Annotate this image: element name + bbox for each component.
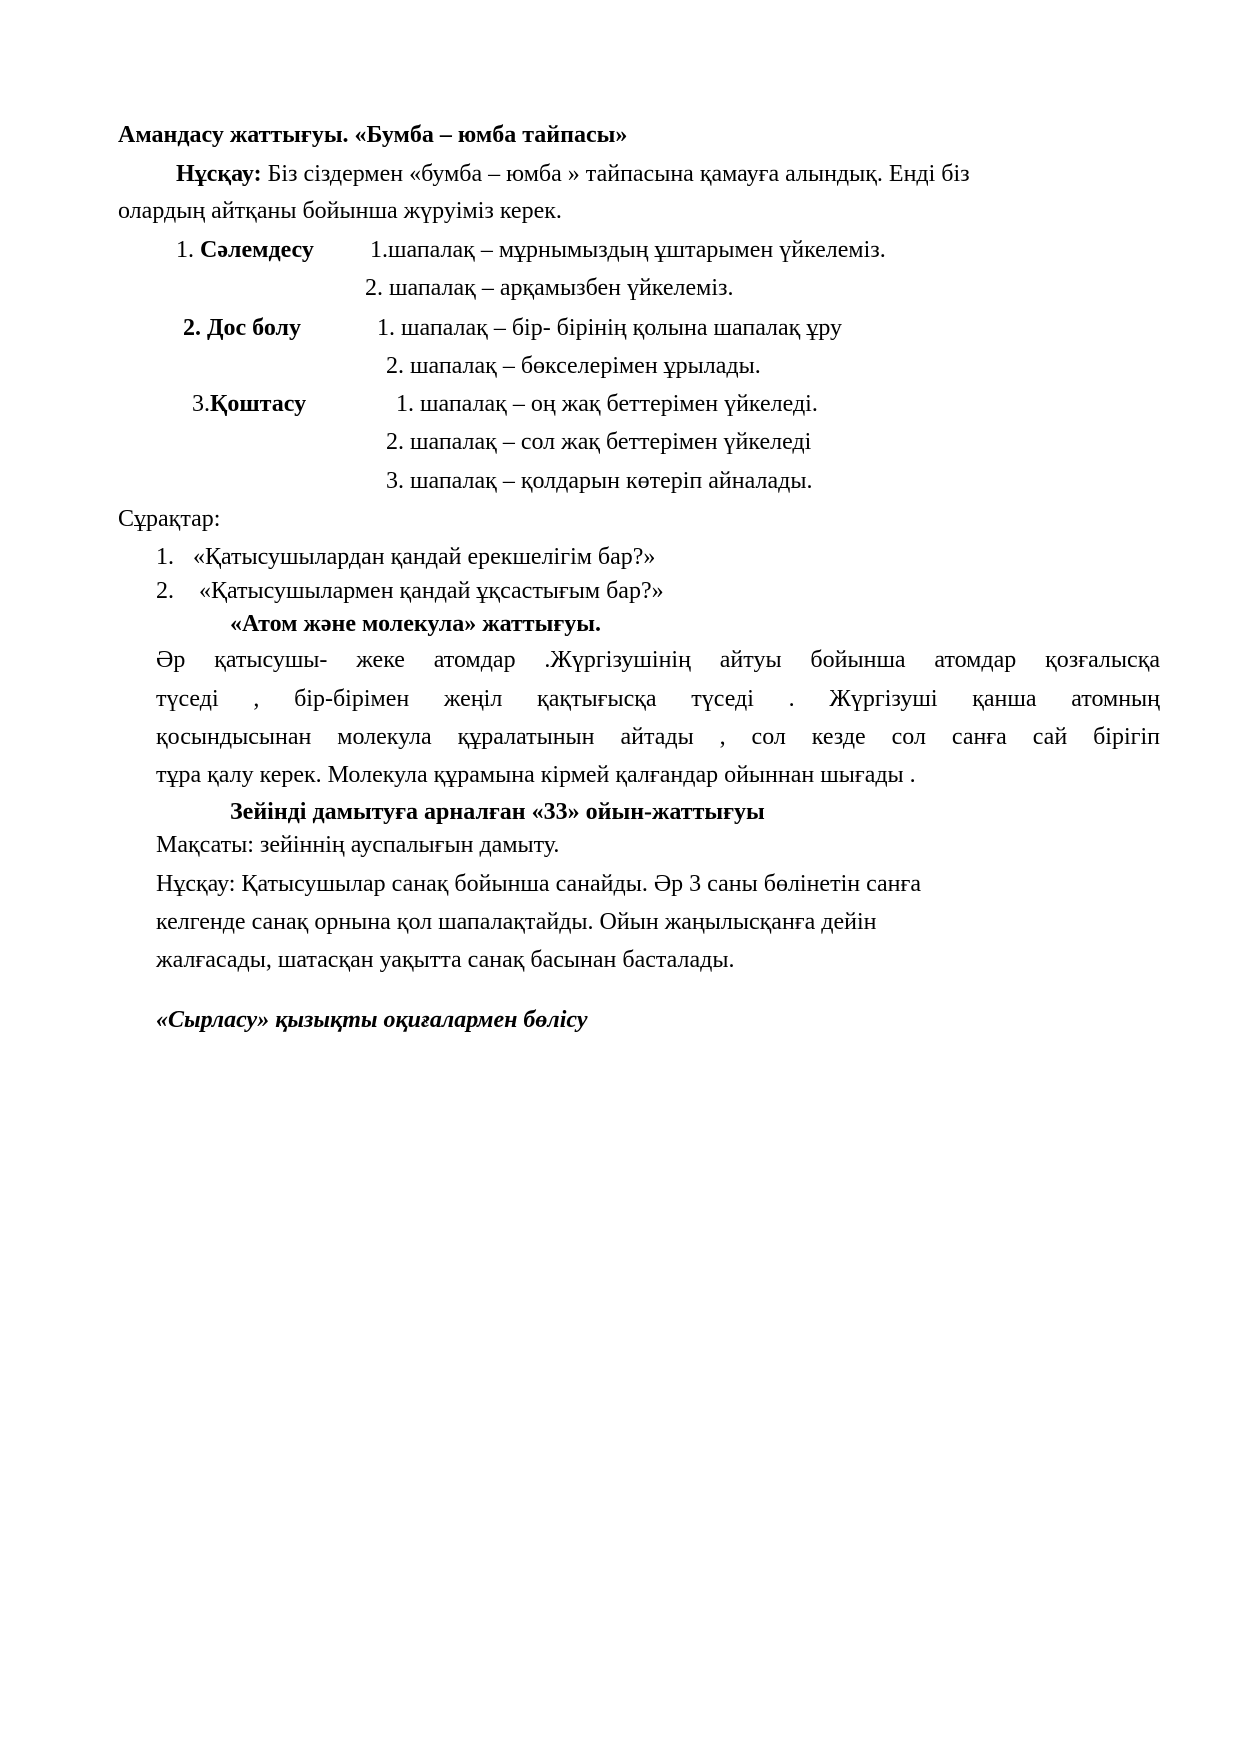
greeting-instruction-line-1 — [176, 159, 970, 189]
question-2-number: 2. — [156, 578, 174, 604]
question-1-text: «Қатысушылардан қандай ерекшелігім бар?» — [193, 544, 656, 570]
closing-title: «Сырласу» қызықты оқиғалармен бөлісу — [156, 1007, 588, 1033]
question-1-number: 1. — [156, 544, 174, 570]
step-1-action-2: 2. шапалақ – арқамызбен үйкелеміз. — [365, 275, 734, 301]
step-3-action-3: 3. шапалақ – қолдарын көтеріп айналады. — [386, 468, 813, 494]
game33-heading: Зейінді дамытуға арналған «33» ойын-жаттығуы — [230, 799, 765, 825]
atom-line-1: Әр қатысушы- жеке атомдар .Жүргізушінің айтуы бойынша атомдар қозғалысқа — [156, 647, 1160, 673]
instruction-text: Біз сіздермен «бумба – юмба » тайпасына қамауға алындық. Енді біз — [261, 161, 970, 187]
question-2-text: «Қатысушылармен қандай ұқсастығым бар?» — [199, 578, 664, 604]
step-3-action-1: 1. шапалақ – оң жақ беттерімен үйкеледі. — [396, 391, 818, 417]
atom-line-3: қосындысынан молекула құралатынын айтады , сол кезде сол санға сай бірігіп — [156, 724, 1160, 750]
step-3-label: Қоштасу — [210, 391, 307, 417]
step-1-number: 1. — [176, 237, 200, 263]
atom-line-4: тұра қалу керек. Молекула құрамына кірмей қалғандар ойыннан шығады . — [156, 762, 916, 788]
game33-goal: Мақсаты: зейіннің ауспалығын дамыту. — [156, 832, 560, 858]
instruction-label: Нұсқау: — [176, 161, 262, 187]
step-2-title — [183, 313, 301, 343]
step-2-number: 2. — [183, 315, 207, 341]
questions-label: Сұрақтар: — [118, 506, 221, 532]
game33-instruction-line-3: жалғасады, шатасқан уақытта санақ басынан басталады. — [156, 947, 735, 973]
step-3-action-2: 2. шапалақ – сол жақ беттерімен үйкеледі — [386, 429, 812, 455]
step-1-action-1: 1.шапалақ – мұрнымыздың ұштарымен үйкелеміз. — [370, 237, 886, 263]
greeting-heading: Амандасу жаттығуы. «Бумба – юмба тайпасы» — [118, 122, 628, 148]
step-3-title — [192, 389, 306, 419]
step-2-action-1: 1. шапалақ – бір- бірінің қолына шапалақ ұру — [377, 315, 843, 341]
step-2-label: Дос болу — [207, 315, 301, 341]
game33-instruction-line-1: Нұсқау: Қатысушылар санақ бойынша санайды. Әр 3 саны бөлінетін санға — [156, 871, 922, 897]
greeting-instruction-line-2: олардың айтқаны бойынша жүруіміз керек. — [118, 198, 562, 224]
step-2-action-2: 2. шапалақ – бөкселерімен ұрылады. — [386, 353, 761, 379]
game33-instruction-line-2: келгенде санақ орнына қол шапалақтайды. Ойын жаңылысқанға дейін — [156, 909, 877, 935]
step-3-number: 3. — [192, 391, 210, 417]
atom-line-2: түседі , бір-бірімен жеңіл қақтығысқа түседі . Жүргізуші қанша атомның — [156, 686, 1160, 712]
step-1-title — [176, 235, 314, 265]
step-1-label: Сәлемдесу — [200, 237, 314, 263]
atom-heading: «Атом және молекула» жаттығуы. — [230, 611, 601, 637]
